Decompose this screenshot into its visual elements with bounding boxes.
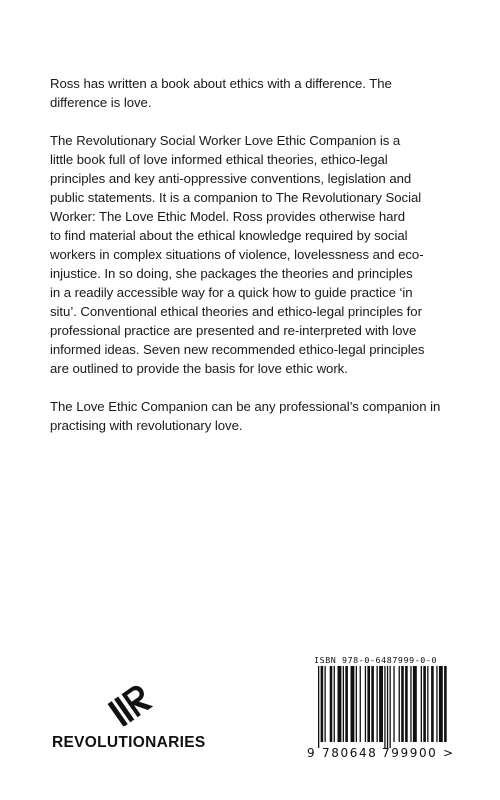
barcode-digits-left: 780648 [322,746,378,760]
barcode-bar [351,666,355,742]
blurb-line: Worker: The Love Ethic Model. Ross provides otherwise hard [50,209,406,224]
barcode-bar [427,666,428,742]
blurb-line: public statements. It is a companion to The Revolutionary Social [50,190,422,205]
barcode-bar [387,666,388,748]
barcode-bar [377,666,378,742]
barcode-bar [405,666,408,742]
blurb-line: injustice. In so doing, she packages the theories and principles [50,266,413,281]
blurb-line: in a readily accessible way for a quick how to guide practice ‘in [50,285,413,300]
barcode-digits-right: 799900 [382,746,438,760]
isbn-barcode [306,652,454,764]
barcode-bar [356,666,357,742]
barcode-bar [334,666,335,742]
revolutionaries-logo-icon [104,682,160,726]
barcode-bar [330,666,333,742]
barcode-bar [413,666,417,742]
barcode-bar [360,666,361,742]
blurb-line: difference is love. [50,95,152,110]
barcode-bars [306,666,454,748]
blurb-line: professional practice are presented and re-interpreted with love [50,323,417,338]
barcode-bar [365,666,366,742]
blurb-line: informed ideas. Seven new recommended ethico-legal principles [50,342,425,357]
barcode-bar [367,666,370,742]
barcode-bar [444,666,447,742]
barcode-quiet-mark: > [443,746,454,760]
barcode-bar [423,666,426,742]
blurb-paragraph-3 [50,397,460,435]
isbn-label: ISBN 978-0-6487999-0-0 [314,655,438,665]
barcode-bar [379,666,383,742]
barcode-bar [371,666,374,742]
blurb-line: situ’. Conventional ethical theories and ethico-legal principles for [50,304,422,319]
barcode-bar [390,666,391,748]
blurb-line: little book full of love informed ethical theories, ethico-legal [50,152,388,167]
barcode-bar [421,666,422,742]
blurb-paragraph-1 [50,74,460,112]
blurb-line: The Revolutionary Social Worker Love Ethic Companion is a [50,133,401,148]
barcode-bar [338,666,342,742]
barcode-bar [384,666,385,748]
blurb-line: are outlined to provide the basis for love ethic work. [50,361,348,376]
barcode-bar [325,666,326,742]
barcode-bar [436,666,437,742]
blurb-line: The Love Ethic Companion can be any professional’s companion in [50,399,441,414]
publisher-name: REVOLUTIONARIES [52,734,206,751]
barcode-bar [393,666,394,742]
barcode-bar [399,666,400,742]
back-cover-blurb [50,74,460,454]
blurb-line: practising with revolutionary love. [50,418,243,433]
barcode-bar [410,666,411,742]
blurb-line: to find material about the ethical knowledge required by social [50,228,408,243]
barcode-bar [321,666,324,742]
barcode-digit-first: 9 [307,746,315,760]
blurb-paragraph-2 [50,131,460,378]
blurb-line: workers in complex situations of violence, lovelessness and eco- [50,247,424,262]
barcode-bar [343,666,344,742]
blurb-line: principles and key anti-oppressive conventions, legislation and [50,171,412,186]
barcode-bar [318,666,319,748]
barcode-bar [439,666,443,742]
barcode-bar [431,666,434,742]
barcode-bar [345,666,348,742]
barcode-bar [401,666,404,742]
blurb-line: Ross has written a book about ethics with a difference. The [50,76,392,91]
